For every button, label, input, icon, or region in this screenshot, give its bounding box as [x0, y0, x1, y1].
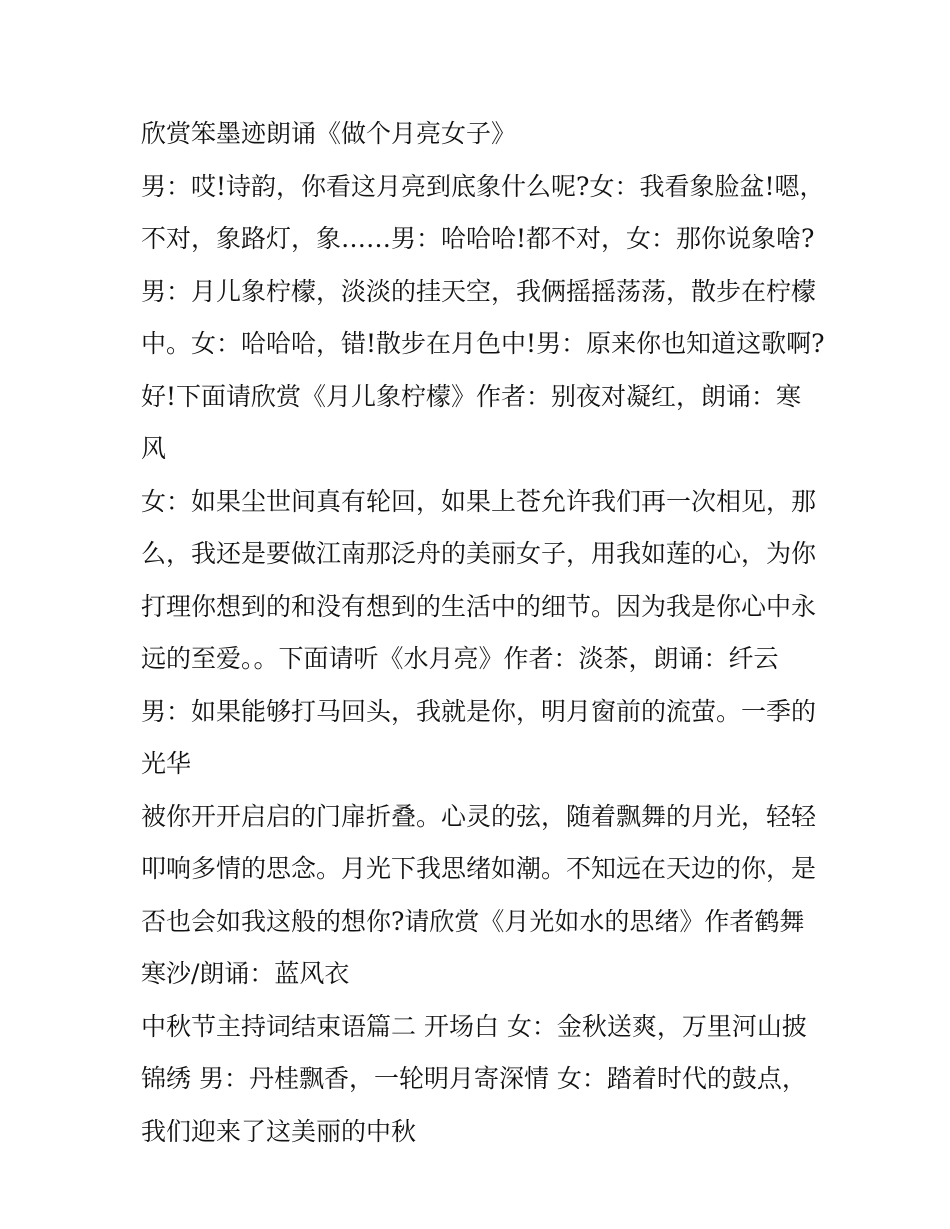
text-line: 中秋节主持词结束语篇二 开场白 女：金秋送爽，万里河山披 — [141, 1011, 807, 1041]
text-line: 男：如果能够打马回头，我就是你，明月窗前的流萤。一季的 — [141, 696, 817, 726]
text-line: 中。女：哈哈哈，错!散步在月色中!男：原来你也知道这歌啊? — [141, 329, 825, 358]
text-line: 好!下面请欣赏《月儿象柠檬》作者：别夜对凝红，朗诵：寒 — [141, 381, 802, 411]
text-line: 不对，象路灯，象……男：哈哈哈!都不对，女：那你说象啥? — [141, 224, 815, 253]
text-line: 女：如果尘世间真有轮回，如果上苍允许我们再一次相见，那 — [141, 486, 817, 516]
document-body — [141, 108, 825, 1158]
text-line: 男：月儿象柠檬，淡淡的挂天空，我俩摇摇荡荡，散步在柠檬 — [141, 276, 817, 306]
text-line: 寒沙/朗诵：蓝风衣 — [141, 959, 350, 988]
text-line: 么，我还是要做江南那泛舟的美丽女子，用我如莲的心，为你 — [141, 539, 817, 568]
text-line: 否也会如我这般的想你?请欣赏《月光如水的思绪》作者鹤舞 — [141, 906, 805, 936]
text-line-title: 欣赏笨墨迹朗诵《做个月亮女子》 — [141, 119, 517, 148]
text-line: 打理你想到的和没有想到的生活中的细节。因为我是你心中永 — [141, 591, 817, 621]
text-line: 叩响多情的思念。月光下我思绪如潮。不知远在天边的你，是 — [141, 854, 817, 883]
text-line: 男：哎!诗韵，你看这月亮到底象什么呢?女：我看象脸盆!嗯， — [141, 171, 825, 201]
text-line: 远的至爱。。下面请听《水月亮》作者：淡茶，朗诵：纤云 — [141, 644, 779, 673]
text-line: 被你开开启启的门扉折叠。心灵的弦，随着飘舞的月光，轻轻 — [141, 801, 817, 831]
text-line: 锦绣 男：丹桂飘香，一轮明月寄深情 女：踏着时代的鼓点， — [141, 1064, 807, 1093]
text-line: 我们迎来了这美丽的中秋 — [141, 1116, 417, 1146]
text-line: 风 — [141, 434, 167, 463]
text-line: 光华 — [141, 749, 192, 778]
